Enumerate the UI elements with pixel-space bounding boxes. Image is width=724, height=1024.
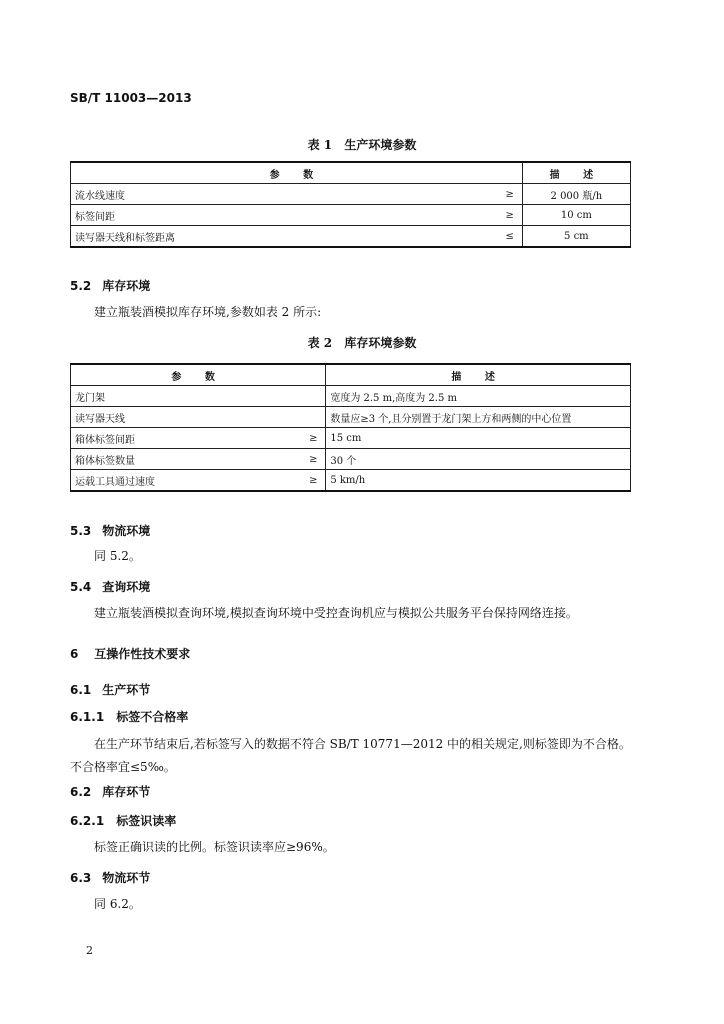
section-number: 6.1 bbox=[70, 683, 92, 697]
desc-cell: 5 km/h bbox=[326, 470, 631, 492]
desc-cell: 宽度为 2.5 m,高度为 2.5 m bbox=[326, 386, 631, 407]
section-number: 6.1.1 bbox=[70, 710, 105, 724]
desc-cell: 10 cm bbox=[522, 205, 630, 226]
table-row bbox=[71, 226, 631, 248]
param-cell: 龙门架 bbox=[71, 386, 302, 407]
section-number: 5.2 bbox=[70, 279, 92, 293]
table-row bbox=[71, 470, 631, 492]
param-cell: 读写器天线和标签距离 bbox=[71, 226, 498, 248]
section-5-3-text: 同 5.2。 bbox=[94, 549, 141, 563]
table-row bbox=[71, 386, 631, 407]
section-title: 物流环境 bbox=[102, 524, 151, 538]
table1-caption-title: 生产环境参数 bbox=[344, 138, 417, 152]
column-header-parameter: 参 数 bbox=[71, 364, 326, 386]
section-5-2-heading bbox=[70, 277, 150, 294]
param-cell: 箱体标签间距 bbox=[71, 428, 302, 449]
section-number: 6.2 bbox=[70, 785, 92, 799]
relation-symbol bbox=[301, 386, 326, 407]
relation-symbol: ≥ bbox=[498, 184, 523, 205]
desc-cell: 2 000 瓶/h bbox=[522, 184, 630, 205]
section-number: 6.2.1 bbox=[70, 814, 105, 828]
section-title: 互操作性技术要求 bbox=[94, 647, 191, 661]
section-title: 库存环境 bbox=[102, 279, 151, 293]
section-number: 6 bbox=[70, 647, 79, 661]
section-6-2-1-text: 标签正确识读的比例。标签识读率应≥96%。 bbox=[94, 840, 335, 854]
desc-cell: 15 cm bbox=[326, 428, 631, 449]
param-cell: 箱体标签数量 bbox=[71, 449, 302, 470]
section-5-3-heading bbox=[70, 522, 150, 539]
section-title: 标签识读率 bbox=[116, 814, 177, 828]
section-6-2-1-heading bbox=[70, 812, 176, 829]
storage-environment-table bbox=[70, 363, 631, 492]
section-6-1-1-heading bbox=[70, 708, 188, 725]
table-row bbox=[71, 205, 631, 226]
table-header-row bbox=[71, 162, 631, 184]
production-environment-table bbox=[70, 161, 631, 248]
section-6-1-1-text: 在生产环节结束后,若标签写入的数据不符合 SB/T 10771—2012 中的相关规定,则标签即为不合格。不合格率宜≤5‰。 bbox=[70, 737, 631, 774]
section-number: 5.3 bbox=[70, 524, 92, 538]
relation-symbol: ≥ bbox=[301, 428, 326, 449]
column-header-parameter: 参 数 bbox=[71, 162, 523, 184]
section-6-3-text: 同 6.2。 bbox=[94, 897, 141, 911]
section-title: 物流环节 bbox=[102, 871, 151, 885]
section-number: 6.3 bbox=[70, 871, 92, 885]
section-title: 生产环节 bbox=[102, 683, 151, 697]
section-6-2-heading bbox=[70, 783, 150, 800]
relation-symbol: ≥ bbox=[498, 205, 523, 226]
param-cell: 运载工具通过速度 bbox=[71, 470, 302, 492]
section-6-3-heading bbox=[70, 869, 150, 886]
section-title: 标签不合格率 bbox=[116, 710, 189, 724]
relation-symbol: ≥ bbox=[301, 470, 326, 492]
param-cell: 读写器天线 bbox=[71, 407, 302, 428]
table-row bbox=[71, 428, 631, 449]
param-cell: 标签间距 bbox=[71, 205, 498, 226]
table1-caption bbox=[0, 136, 724, 153]
desc-cell: 数量应≥3 个,且分别置于龙门架上方和两侧的中心位置 bbox=[326, 407, 631, 428]
table-row bbox=[71, 184, 631, 205]
table-row bbox=[71, 407, 631, 428]
table1-caption-number: 表 1 bbox=[307, 138, 333, 152]
relation-symbol bbox=[301, 407, 326, 428]
relation-symbol: ≥ bbox=[301, 449, 326, 470]
section-5-4-heading bbox=[70, 578, 150, 595]
section-6-heading bbox=[70, 645, 190, 662]
column-header-description: 描 述 bbox=[326, 364, 631, 386]
column-header-description: 描 述 bbox=[522, 162, 630, 184]
section-6-1-heading bbox=[70, 681, 150, 698]
section-title: 库存环节 bbox=[102, 785, 151, 799]
section-number: 5.4 bbox=[70, 580, 92, 594]
table-row bbox=[71, 449, 631, 470]
table-header-row bbox=[71, 364, 631, 386]
table2-caption bbox=[0, 334, 724, 351]
standard-code: SB/T 11003—2013 bbox=[70, 91, 192, 105]
section-title: 查询环境 bbox=[102, 580, 151, 594]
section-5-4-text: 建立瓶装酒模拟查询环境,模拟查询环境中受控查询机应与模拟公共服务平台保持网络连接。 bbox=[94, 606, 578, 620]
desc-cell: 30 个 bbox=[326, 449, 631, 470]
desc-cell: 5 cm bbox=[522, 226, 630, 248]
relation-symbol: ≤ bbox=[498, 226, 523, 248]
section-5-2-text: 建立瓶装酒模拟库存环境,参数如表 2 所示: bbox=[94, 305, 322, 319]
table2-caption-number: 表 2 bbox=[307, 336, 333, 350]
param-cell: 流水线速度 bbox=[71, 184, 498, 205]
page-number: 2 bbox=[86, 944, 93, 957]
table2-caption-title: 库存环境参数 bbox=[344, 336, 417, 350]
